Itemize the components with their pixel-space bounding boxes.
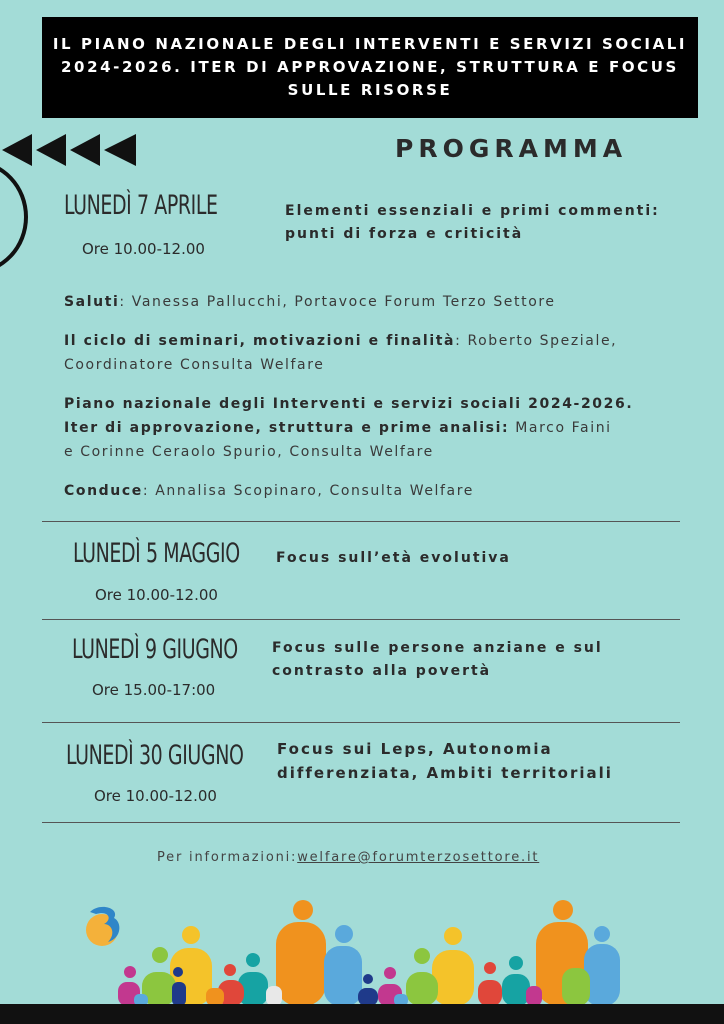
divider [42, 722, 680, 723]
arrow-triangles-icon [2, 134, 142, 166]
divider [42, 521, 680, 522]
session-3-topic-line-1: Focus sulle persone anziane e sul [272, 640, 603, 656]
ciclo-label: Il ciclo di seminari, motivazioni e finalità [64, 333, 456, 349]
session-3-time: Ore 15.00-17:00 [92, 681, 216, 699]
session-2-topic-line-1: Focus sull’età evolutiva [276, 550, 511, 566]
divider [42, 822, 680, 823]
session-1-topic-line-1: Elementi essenziali e primi commenti: [285, 203, 660, 219]
contact-info [157, 850, 539, 865]
program-heading: PROGRAMMA [395, 134, 628, 163]
contact-label: Per informazioni: [157, 850, 298, 865]
session-4-topic-line-2: differenziata, Ambiti territoriali [277, 764, 613, 782]
session-4-date: LUNEDÌ 30 GIUGNO [66, 740, 244, 771]
decorative-circle [0, 160, 28, 274]
session-2-date: LUNEDÌ 5 MAGGIO [73, 538, 240, 569]
session-2-time: Ore 10.00-12.00 [95, 586, 218, 604]
ciclo-text-1: : Roberto Speziale, [455, 333, 618, 349]
bottom-bar [0, 1004, 724, 1024]
saluti-line [64, 290, 556, 314]
conduce-label: Conduce [64, 483, 143, 499]
conduce-text: : Annalisa Scopinaro, Consulta Welfare [142, 483, 474, 499]
piano-label-2: Iter di approvazione, struttura e prime analisi: [64, 420, 510, 436]
session-1-topic-line-2: punti di forza e criticità [285, 226, 524, 242]
divider [42, 619, 680, 620]
session-3-topic-line-2: contrasto alla povertà [272, 663, 492, 679]
piano-label-1: Piano nazionale degli Interventi e servizi sociali 2024-2026. [64, 396, 634, 412]
saluti-text: : Vanessa Pallucchi, Portavoce Forum Terzo Settore [119, 294, 556, 310]
title-text: IL PIANO NAZIONALE DEGLI INTERVENTI E SERVIZI SOCIALI 2024-2026. ITER DI APPROVAZIONE, STRUTTURA E FOCUS SULLE RISORSE [52, 35, 688, 99]
people-illustration [118, 900, 623, 1006]
session-4-topic-line-1: Focus sui Leps, Autonomia [277, 740, 553, 758]
conduce-line [64, 479, 474, 503]
piano-line-3: e Corinne Ceraolo Spurio, Consulta Welfare [64, 444, 434, 460]
ciclo-line-1 [64, 329, 617, 353]
piano-text-1: Marco Faini [509, 420, 612, 436]
contact-email-link[interactable]: welfare@forumterzosettore.it [297, 850, 540, 865]
piano-line-2 [64, 416, 612, 440]
piano-line-1 [64, 392, 633, 416]
session-4-time: Ore 10.00-12.00 [94, 787, 217, 805]
saluti-label: Saluti [64, 294, 120, 310]
session-1-date: LUNEDÌ 7 APRILE [64, 190, 218, 221]
session-3-date: LUNEDÌ 9 GIUGNO [72, 634, 238, 665]
title-banner [42, 17, 698, 118]
ciclo-line-2: Coordinatore Consulta Welfare [64, 357, 325, 373]
session-1-time: Ore 10.00-12.00 [82, 240, 205, 258]
